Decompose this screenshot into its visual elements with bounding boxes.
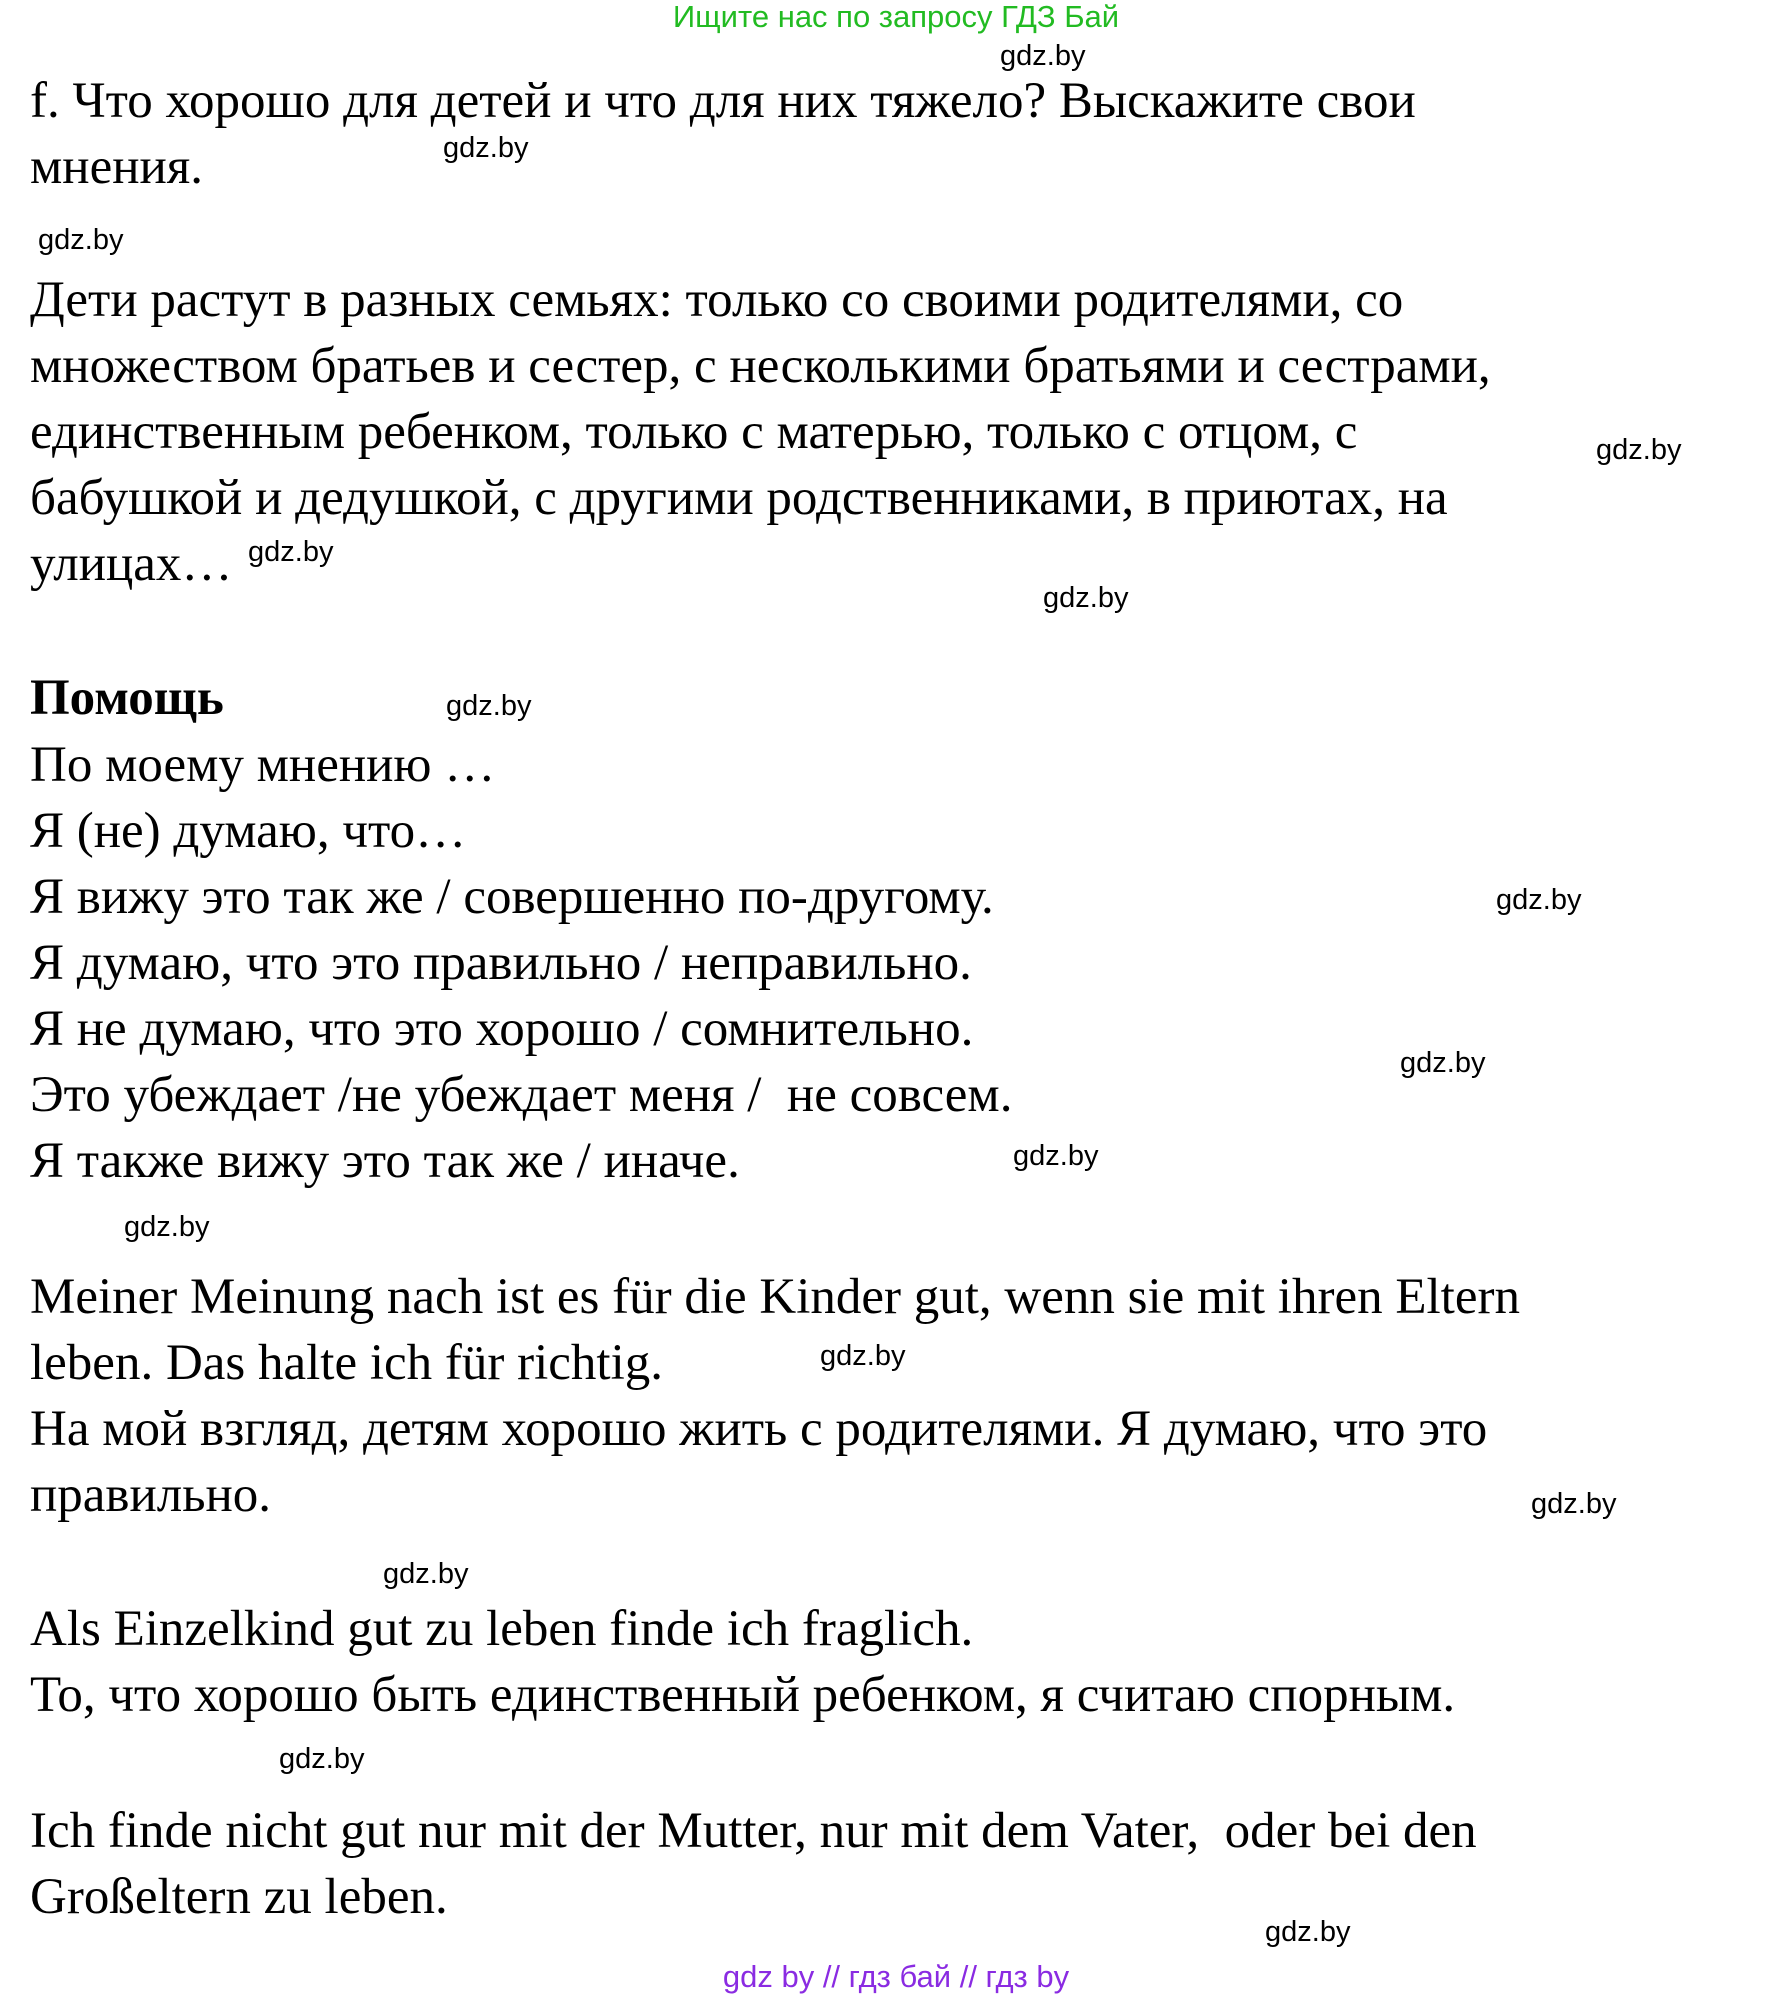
watermark: gdz.by: [124, 1211, 210, 1243]
help-phrase: Я также вижу это так же / иначе.: [30, 1133, 740, 1189]
help-phrase: Я вижу это так же / совершенно по-другому.: [30, 869, 994, 925]
watermark: gdz.by: [383, 1558, 469, 1590]
help-heading: Помощь: [30, 670, 224, 726]
watermark: gdz.by: [1000, 40, 1086, 72]
help-phrase: По моему мнению …: [30, 737, 496, 793]
help-phrase: Я (не) думаю, что…: [30, 803, 467, 859]
help-phrase: Я не думаю, что это хорошо / сомнительно.: [30, 1001, 974, 1057]
intro-line-1: Дети растут в разных семьях: только со своими родителями, со: [30, 272, 1404, 328]
watermark: gdz.by: [1013, 1140, 1099, 1172]
watermark: gdz.by: [1400, 1047, 1486, 1079]
intro-line-3: единственным ребенком, только с матерью, только с отцом, с: [30, 404, 1358, 460]
answer-3-german-line-1: Ich finde nicht gut nur mit der Mutter, nur mit dem Vater, oder bei den: [30, 1803, 1477, 1859]
watermark: gdz.by: [1496, 884, 1582, 916]
watermark: gdz.by: [820, 1340, 906, 1372]
answer-3-german-line-2: Großeltern zu leben.: [30, 1869, 448, 1925]
watermark: gdz.by: [248, 536, 334, 568]
answer-2-russian-line-1: То, что хорошо быть единственный ребенком, я считаю спорным.: [30, 1667, 1456, 1723]
watermark: gdz.by: [279, 1743, 365, 1775]
watermark: gdz.by: [446, 690, 532, 722]
help-phrase: Я думаю, что это правильно / неправильно.: [30, 935, 972, 991]
watermark: gdz.by: [1265, 1916, 1351, 1948]
question-line-2: мнения.: [30, 139, 203, 195]
intro-line-2: множеством братьев и сестер, с несколькими братьями и сестрами,: [30, 338, 1491, 394]
top-banner: Ищите нас по запросу ГДЗ Бай: [672, 0, 1120, 34]
intro-line-4: бабушкой и дедушкой, с другими родственниками, в приютах, на: [30, 470, 1448, 526]
answer-1-russian-line-1: На мой взгляд, детям хорошо жить с родителями. Я думаю, что это: [30, 1401, 1488, 1457]
answer-1-german-line-2: leben. Das halte ich für richtig.: [30, 1335, 664, 1391]
watermark: gdz.by: [1043, 582, 1129, 614]
watermark: gdz.by: [443, 132, 529, 164]
watermark: gdz.by: [38, 224, 124, 256]
help-phrase: Это убеждает /не убеждает меня / не совсем.: [30, 1067, 1013, 1123]
question-line-1: f. Что хорошо для детей и что для них тяжело? Выскажите свои: [30, 73, 1416, 129]
footer-links: gdz by // гдз бай // гдз by: [722, 1959, 1070, 1994]
watermark: gdz.by: [1596, 434, 1682, 466]
answer-1-german-line-1: Meiner Meinung nach ist es für die Kinder gut, wenn sie mit ihren Eltern: [30, 1269, 1520, 1325]
answer-2-german-line-1: Als Einzelkind gut zu leben finde ich fraglich.: [30, 1601, 974, 1657]
intro-line-5: улицах…: [30, 536, 233, 592]
answer-1-russian-line-2: правильно.: [30, 1467, 272, 1523]
watermark: gdz.by: [1531, 1488, 1617, 1520]
